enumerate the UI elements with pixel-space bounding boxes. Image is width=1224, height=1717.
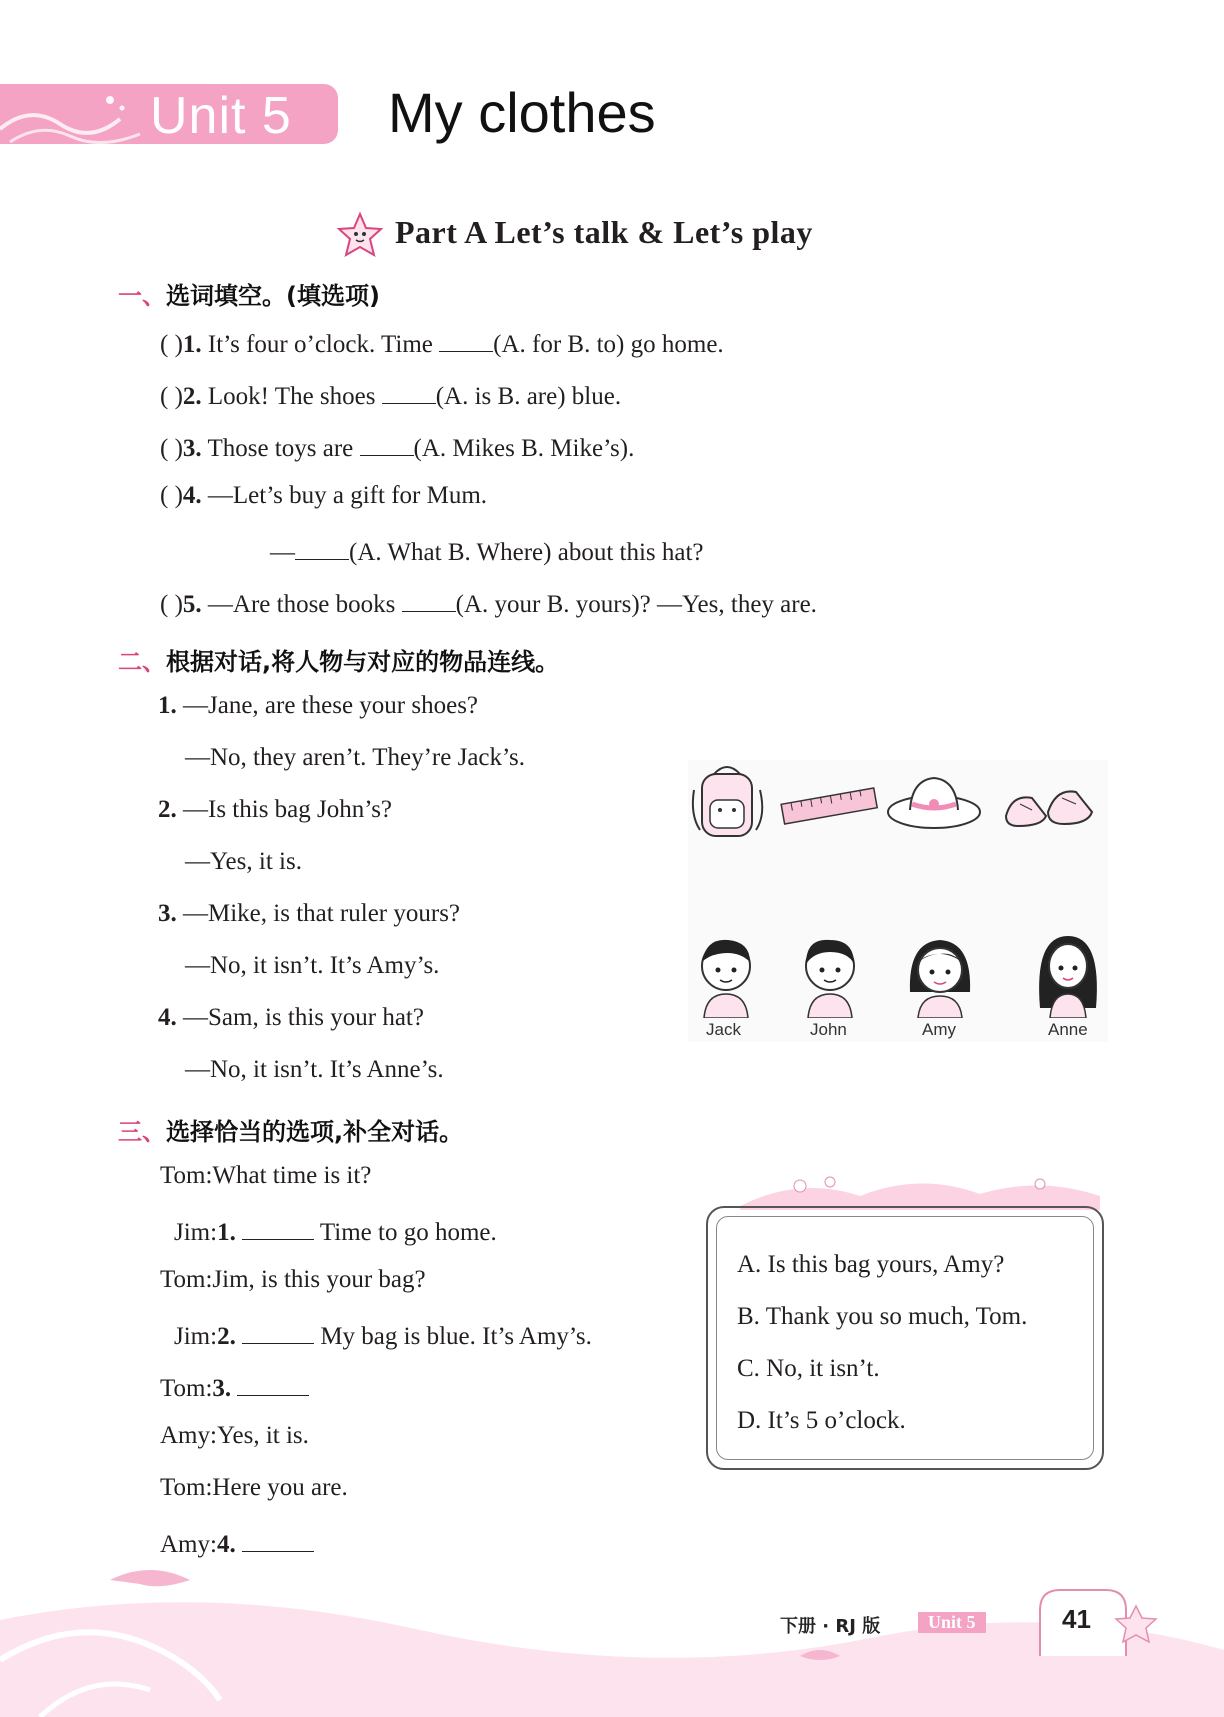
fill-blank[interactable]: [237, 1370, 309, 1396]
item-options: (A. Mikes B. Mike’s).: [413, 435, 635, 462]
option-b[interactable]: B. Thank you so much, Tom.: [737, 1303, 1028, 1330]
dialogue-line: [174, 1318, 592, 1351]
line-text: —Sam, is this your hat?: [176, 1004, 424, 1031]
option-a[interactable]: A. Is this bag yours, Amy?: [737, 1251, 1005, 1278]
blank-number: 1.: [217, 1219, 236, 1246]
section2-number: 二、: [118, 648, 166, 676]
name-label-jack: Jack: [706, 1020, 741, 1039]
girl-anne-avatar[interactable]: [1030, 928, 1106, 1018]
section1-title: 选词填空。(填选项): [166, 282, 380, 310]
answer-paren[interactable]: ( ): [160, 383, 183, 410]
page-number: 41: [1062, 1604, 1091, 1634]
item-options: (A. your B. yours)? —Yes, they are.: [455, 591, 817, 618]
dialogue-line: [158, 1004, 424, 1032]
item-text: —Let’s buy a gift for Mum.: [201, 482, 488, 509]
dialogue-line: [185, 1056, 444, 1084]
footer-book-label: 下册 · RJ 版: [780, 1616, 881, 1637]
exercise1-item-2: [160, 378, 621, 411]
shoes-icon[interactable]: [998, 776, 1098, 836]
item-options: (A. What B. Where) about this hat?: [349, 539, 704, 566]
line-text: —Jane, are these your shoes?: [176, 692, 479, 719]
dialogue-line: [160, 1266, 426, 1294]
option-c[interactable]: C. No, it isn’t.: [737, 1355, 880, 1382]
part-title: Part A Let’s talk & Let’s play: [395, 214, 813, 250]
ruler-icon[interactable]: [778, 782, 880, 828]
dialogue-line: [185, 744, 525, 772]
item-number: 3.: [182, 435, 202, 462]
section2-heading: [118, 642, 559, 677]
line-number: 2.: [158, 796, 177, 823]
item-number: 5.: [182, 591, 202, 618]
speaker: Tom:: [160, 1474, 213, 1501]
star-mascot-icon: [336, 210, 384, 262]
fill-blank[interactable]: [402, 586, 456, 612]
line-text: Here you are.: [212, 1474, 348, 1501]
exercise1-item-5: [160, 586, 817, 619]
line-text: —No, they aren’t. They’re Jack’s.: [185, 744, 525, 771]
line-text: Time to go home.: [319, 1219, 497, 1246]
blank-number: 2.: [217, 1323, 236, 1350]
section3-title: 选择恰当的选项,补全对话。: [166, 1118, 464, 1146]
wave-decoration-icon: [0, 84, 150, 144]
speaker: Tom:: [160, 1162, 213, 1189]
line-number: 3.: [158, 900, 177, 927]
item-options: (A. is B. are) blue.: [435, 383, 622, 410]
line-text: Yes, it is.: [216, 1422, 309, 1449]
line-text: My bag is blue. It’s Amy’s.: [320, 1323, 592, 1350]
exercise1-item-4: [160, 482, 487, 510]
item-number: 2.: [182, 383, 202, 410]
line-text: —No, it isn’t. It’s Anne’s.: [185, 1056, 444, 1083]
options-inner-frame: [716, 1216, 1094, 1460]
dialogue-line: [160, 1162, 371, 1190]
name-label-john: John: [810, 1020, 847, 1039]
fill-blank[interactable]: [242, 1526, 314, 1552]
backpack-icon[interactable]: [688, 760, 768, 842]
girl-amy-avatar[interactable]: [902, 932, 978, 1018]
speaker: Jim:: [174, 1323, 218, 1350]
speaker: Tom:: [160, 1375, 213, 1402]
line-text: —Is this bag John’s?: [176, 796, 393, 823]
exercise1-item-3: [160, 430, 634, 463]
item-text: Those toys are: [201, 435, 360, 462]
item-text: —Are those books: [201, 591, 402, 618]
answer-paren[interactable]: ( ): [160, 482, 183, 509]
line-text: Jim, is this your bag?: [212, 1266, 426, 1293]
speaker: Amy:: [160, 1531, 217, 1558]
options-box: [706, 1206, 1104, 1470]
dialogue-line: [185, 848, 302, 876]
dialogue-line: [160, 1474, 348, 1502]
fill-blank[interactable]: [242, 1214, 314, 1240]
unit-label: Unit 5: [150, 87, 292, 144]
dialogue-line: [158, 692, 478, 720]
section2-title: 根据对话,将人物与对应的物品连线。: [166, 648, 560, 676]
hat-icon[interactable]: [884, 768, 984, 834]
boy-john-avatar[interactable]: [792, 932, 868, 1018]
cloud-decoration-icon: [740, 1166, 1100, 1210]
item-text: It’s four o’clock. Time: [201, 331, 440, 358]
page-number-tab-icon: [1036, 1586, 1166, 1656]
line-text: —Yes, it is.: [185, 848, 302, 875]
dialogue-line: [160, 1370, 309, 1403]
page-title: My clothes: [388, 81, 656, 144]
dialogue-line: [174, 1214, 497, 1247]
exercise1-item-1: [160, 326, 724, 359]
item-text: —: [270, 539, 295, 566]
fill-blank[interactable]: [360, 430, 414, 456]
boy-jack-avatar[interactable]: [688, 932, 764, 1018]
dialogue-line: [185, 952, 439, 980]
matching-panel: [688, 760, 1108, 1042]
fill-blank[interactable]: [382, 378, 436, 404]
answer-paren[interactable]: ( ): [160, 591, 183, 618]
dialogue-line: [160, 1422, 309, 1450]
line-number: 1.: [158, 692, 177, 719]
line-text: —Mike, is that ruler yours?: [176, 900, 461, 927]
option-d[interactable]: D. It’s 5 o’clock.: [737, 1407, 906, 1434]
dialogue-line: [158, 796, 392, 824]
section1-number: 一、: [118, 282, 166, 310]
speaker: Jim:: [174, 1219, 218, 1246]
exercise1-item-4-reply: [270, 534, 704, 567]
line-text: What time is it?: [212, 1162, 372, 1189]
line-number: 4.: [158, 1004, 177, 1031]
speaker: Tom:: [160, 1266, 213, 1293]
unit-banner: [0, 84, 338, 144]
fill-blank[interactable]: [295, 534, 349, 560]
item-number: 1.: [182, 331, 202, 358]
fill-blank[interactable]: [242, 1318, 314, 1344]
name-label-anne: Anne: [1048, 1020, 1088, 1039]
item-text: Look! The shoes: [201, 383, 382, 410]
dialogue-line: [158, 900, 460, 928]
speaker: Amy:: [160, 1422, 217, 1449]
section1-heading: [118, 276, 380, 311]
line-text: —No, it isn’t. It’s Amy’s.: [185, 952, 440, 979]
blank-number: 3.: [212, 1375, 232, 1402]
answer-paren[interactable]: ( ): [160, 435, 183, 462]
section3-number: 三、: [118, 1118, 166, 1146]
section3-heading: [118, 1112, 463, 1147]
dialogue-line: [160, 1526, 314, 1559]
blank-number: 4.: [216, 1531, 236, 1558]
fill-blank[interactable]: [439, 326, 493, 352]
footer-unit-badge: Unit 5: [918, 1612, 986, 1633]
item-options: (A. for B. to) go home.: [493, 331, 724, 358]
answer-paren[interactable]: ( ): [160, 331, 183, 358]
name-label-amy: Amy: [922, 1020, 956, 1039]
item-number: 4.: [182, 482, 202, 509]
